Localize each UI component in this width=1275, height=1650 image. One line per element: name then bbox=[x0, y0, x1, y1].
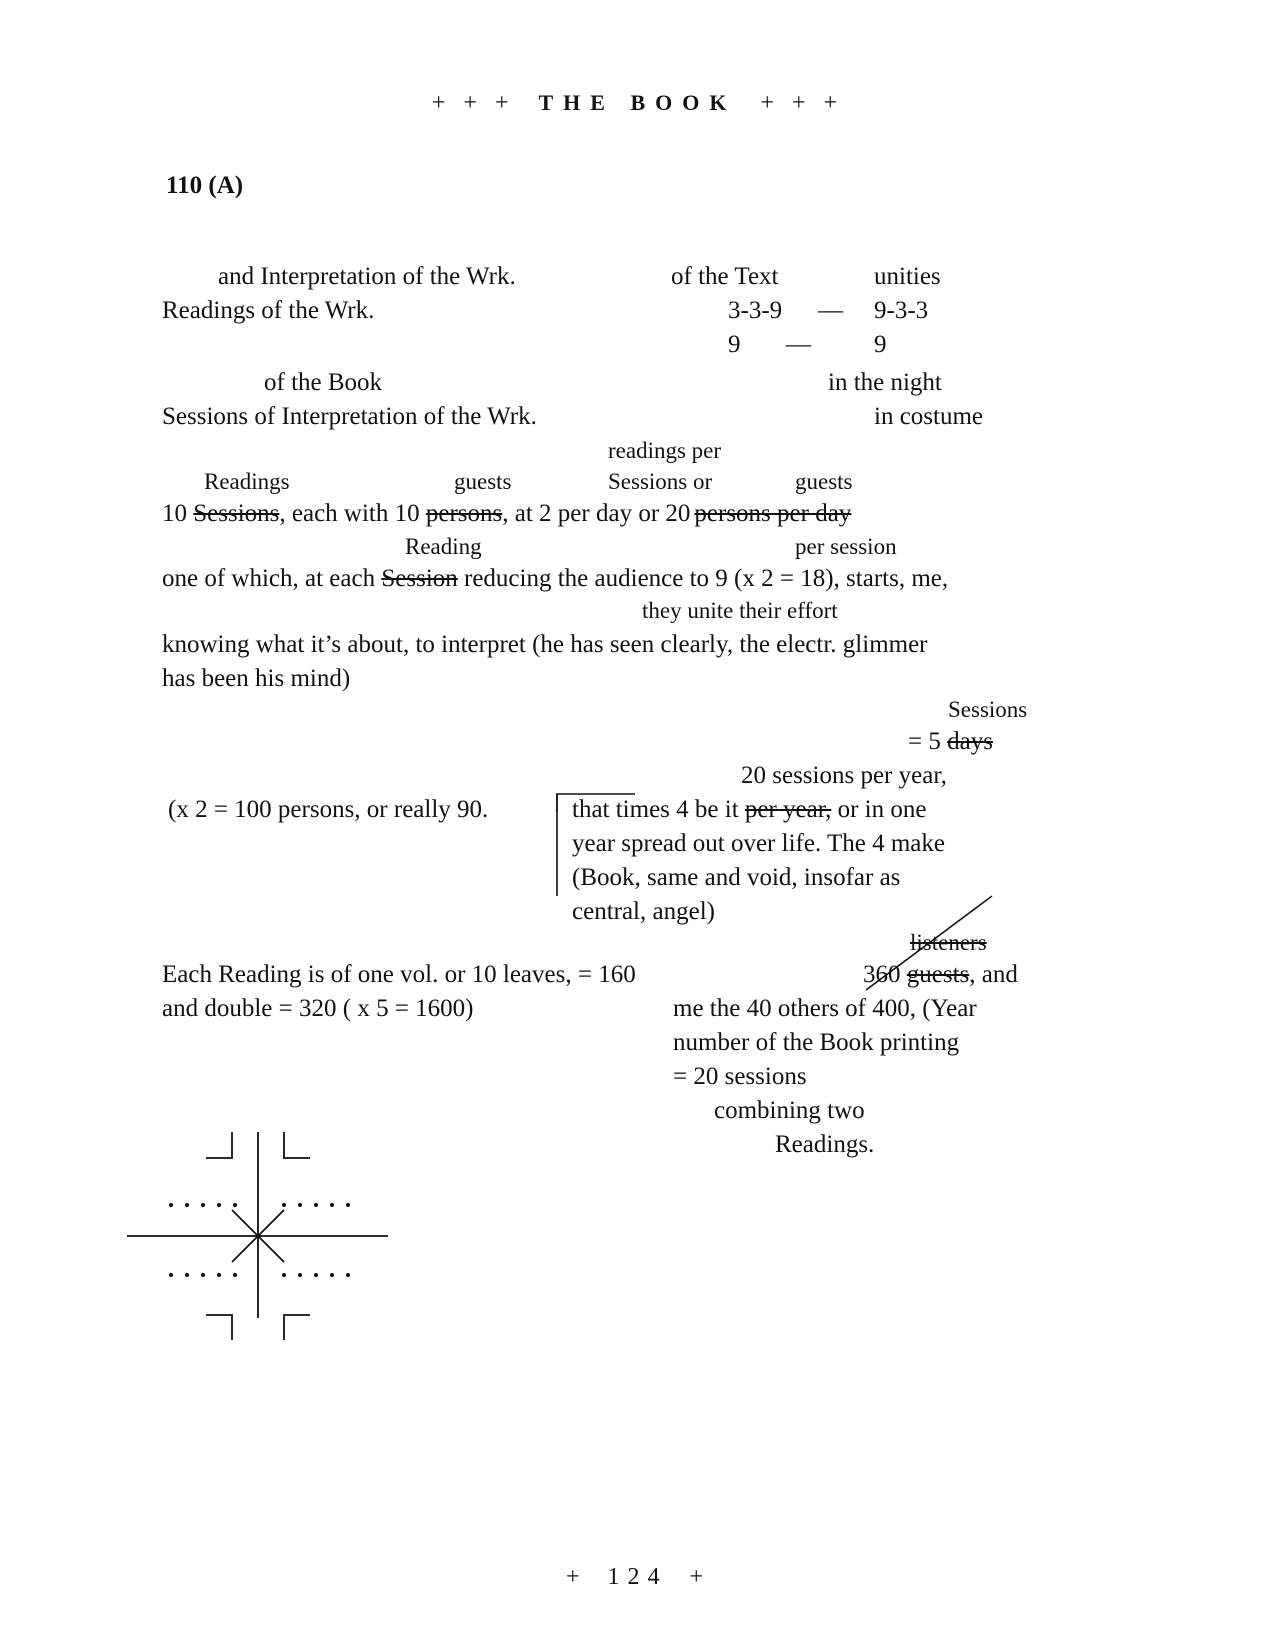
dash-2: — bbox=[786, 331, 811, 358]
footer-cross-right: + bbox=[689, 1564, 710, 1590]
nine-right: 9 bbox=[874, 331, 887, 358]
header-cross-marks-left: + + + bbox=[431, 90, 515, 116]
diagram-corner-bottom-right bbox=[284, 1315, 310, 1340]
struck-words-persons-per-day: persons per day bbox=[694, 500, 852, 527]
of-the-text: of the Text bbox=[671, 263, 779, 290]
line-has-been-his-mind: has been his mind) bbox=[162, 665, 351, 692]
struck-word-persons: persons bbox=[425, 500, 503, 527]
bracket-line-3: (Book, same and void, insofar as bbox=[572, 864, 901, 891]
interlinear-guests-1: guests bbox=[454, 469, 512, 494]
struck-word-guests: guests bbox=[906, 961, 970, 988]
bracket-line-4: central, angel) bbox=[572, 898, 715, 925]
struck-word-sessions: Sessions bbox=[193, 500, 280, 527]
diagram-corner-top-right bbox=[284, 1132, 310, 1158]
page-footer bbox=[0, 1564, 1275, 1591]
footer-cross-left: + bbox=[565, 1564, 586, 1590]
text-segment: = 5 bbox=[908, 728, 948, 755]
interlinear-and-interpretation: and Interpretation of the Wrk. bbox=[218, 263, 516, 290]
interlinear-reading: Reading bbox=[405, 534, 482, 559]
interlinear-guests-2: guests bbox=[795, 469, 853, 494]
cross-diagram bbox=[127, 1132, 388, 1340]
header-title: THE BOOK bbox=[538, 90, 737, 115]
interlinear-sessions-or: Sessions or bbox=[608, 469, 713, 494]
line-and-double: and double = 320 ( x 5 = 1600) bbox=[162, 995, 474, 1022]
sequence-left: 3-3-9 bbox=[728, 297, 783, 324]
text-segment: , and bbox=[969, 961, 1018, 988]
text-segment: one of which, at each bbox=[162, 565, 382, 592]
line-equals-twenty-sessions: = 20 sessions bbox=[673, 1063, 807, 1090]
interlinear-of-the-book: of the Book bbox=[264, 369, 383, 396]
text-segment: or in one bbox=[831, 796, 927, 823]
interlinear-they-unite: they unite their effort bbox=[642, 598, 838, 623]
bracket-line-2: year spread out over life. The 4 make bbox=[572, 830, 945, 857]
bracket-mark bbox=[557, 794, 635, 812]
struck-words-per-year: per year, bbox=[744, 796, 832, 823]
sequence-right: 9-3-3 bbox=[874, 297, 929, 324]
text-segment: , at 2 per day or 20 bbox=[502, 500, 691, 527]
line-combining-two: combining two bbox=[714, 1097, 865, 1124]
text-segment: reducing the audience to 9 (x 2 = 18), starts, me, bbox=[457, 565, 949, 592]
line-readings-of-the-wrk: Readings of the Wrk. bbox=[162, 297, 375, 324]
text-segment: 360 bbox=[863, 961, 907, 988]
line-readings: Readings. bbox=[775, 1131, 875, 1158]
twenty-sessions-per-year: 20 sessions per year, bbox=[741, 762, 947, 789]
diagonal-stroke bbox=[866, 896, 992, 990]
interlinear-readings: Readings bbox=[204, 469, 290, 494]
line-me-the-40: me the 40 others of 400, (Year bbox=[673, 995, 977, 1022]
text-segment: 10 bbox=[162, 500, 194, 527]
interlinear-readings-per: readings per bbox=[608, 438, 722, 463]
diagram-dots bbox=[169, 1203, 350, 1277]
leaf-number: 110 (A) bbox=[166, 172, 244, 199]
struck-word-days: days bbox=[947, 728, 993, 755]
line-sessions-of-interpretation: Sessions of Interpretation of the Wrk. bbox=[162, 403, 537, 430]
left-note-times-two: (x 2 = 100 persons, or really 90. bbox=[168, 796, 489, 823]
diagram-corner-top-left bbox=[206, 1132, 232, 1158]
in-the-night: in the night bbox=[828, 369, 942, 396]
header-cross-marks-right: + + + bbox=[760, 90, 844, 116]
line-number-of-the-book: number of the Book printing bbox=[673, 1029, 960, 1056]
interlinear-per-session: per session bbox=[795, 534, 897, 559]
diagram-corner-bottom-left bbox=[206, 1315, 232, 1340]
in-costume: in costume bbox=[874, 403, 984, 430]
dash-1: — bbox=[818, 297, 843, 324]
struck-word-listeners: listeners bbox=[910, 930, 987, 955]
line-knowing: knowing what it’s about, to interpret (he has seen clearly, the electr. glimmer bbox=[162, 631, 928, 658]
text-segment: that times 4 be it bbox=[572, 796, 745, 823]
text-segment: , each with 10 bbox=[279, 500, 426, 527]
nine-left: 9 bbox=[728, 331, 741, 358]
page-number: 124 bbox=[607, 1564, 668, 1590]
sessions-label: Sessions bbox=[948, 697, 1028, 722]
struck-word-session: Session bbox=[381, 565, 458, 592]
line-each-reading: Each Reading is of one vol. or 10 leaves, = 160 bbox=[162, 961, 636, 988]
unities: unities bbox=[874, 263, 941, 290]
